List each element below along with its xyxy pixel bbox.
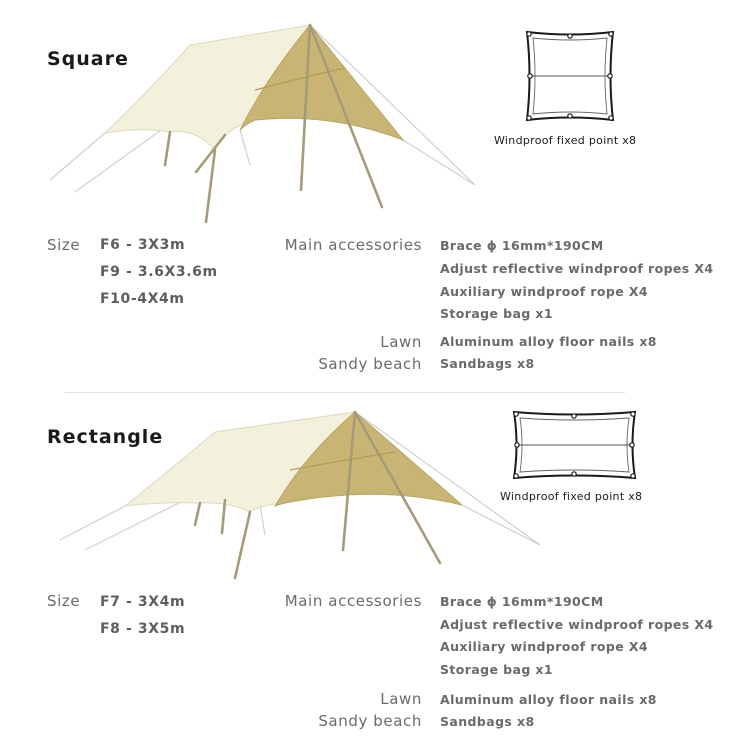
square-diagram-caption: Windproof fixed point x8 [494,134,637,147]
square-accessories-label: Main accessories [284,236,422,254]
rectangle-beach-value: Sandbags x8 [440,714,535,729]
rectangle-lawn-value: Aluminum alloy floor nails x8 [440,692,657,707]
square-lawn-value: Aluminum alloy floor nails x8 [440,334,657,349]
square-accessory-item: Adjust reflective windproof ropes X4 [440,261,714,276]
square-beach-value: Sandbags x8 [440,356,535,371]
square-size-item: F6 - 3X3m [100,237,186,253]
rectangle-fixed-points-diagram [512,410,637,480]
square-beach-label: Sandy beach [318,355,422,373]
rectangle-diagram-caption: Windproof fixed point x8 [500,490,643,503]
section-title-square: Square [47,48,129,70]
square-accessory-item: Auxiliary windproof rope X4 [440,284,649,299]
rectangle-accessory-item: Adjust reflective windproof ropes X4 [440,617,714,632]
rectangle-size-item: F8 - 3X5m [100,621,186,637]
rectangle-accessories-label: Main accessories [284,592,422,610]
square-lawn-label: Lawn [380,333,422,351]
rectangle-size-label: Size [47,592,81,610]
rectangle-accessory-item: Auxiliary windproof rope X4 [440,639,649,654]
rectangle-lawn-label: Lawn [380,690,422,708]
square-accessory-item: Brace ϕ 16mm*190CM [440,238,604,253]
rectangle-accessory-item: Brace ϕ 16mm*190CM [440,594,604,609]
rectangle-accessory-item: Storage bag x1 [440,662,553,677]
square-accessory-item: Storage bag x1 [440,306,553,321]
section-title-rectangle: Rectangle [47,426,164,448]
square-size-item: F9 - 3.6X3.6m [100,264,218,280]
rectangle-size-item: F7 - 3X4m [100,594,186,610]
rectangle-beach-label: Sandy beach [318,712,422,730]
square-size-label: Size [47,236,81,254]
square-size-item: F10-4X4m [100,291,185,307]
